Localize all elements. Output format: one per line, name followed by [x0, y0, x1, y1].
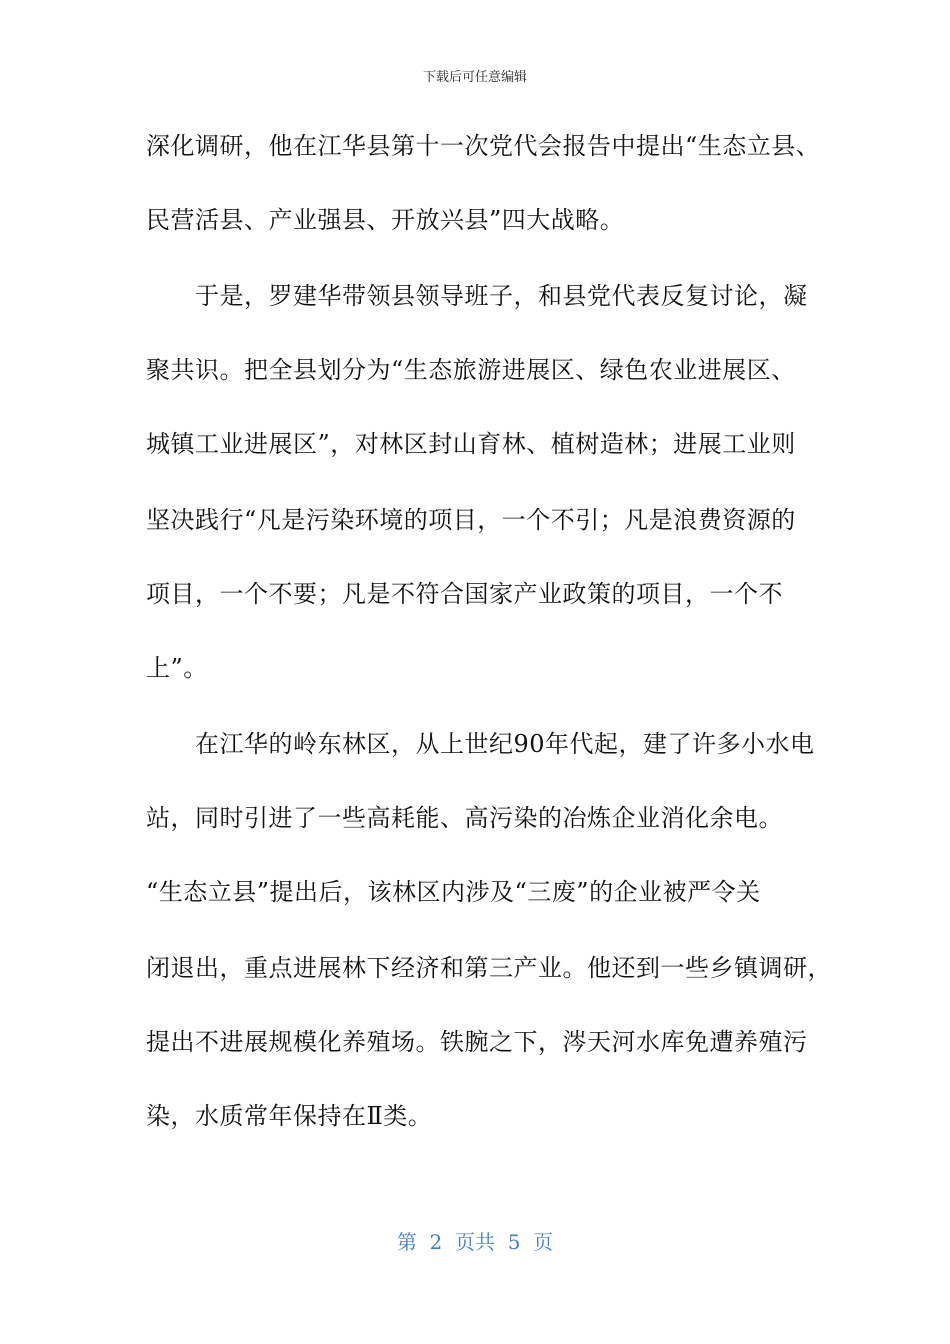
- page-number-footer: 第 2 页共 5 页: [396, 1230, 554, 1254]
- body-line-11: “生态立县”提出后，该林区内涉及“三废”的企业被严令关: [146, 878, 761, 906]
- body-line-7: 项目，一个不要；凡是不符合国家产业政策的项目，一个不: [146, 580, 783, 608]
- body-line-3: 于是，罗建华带领县领导班子，和县党代表反复讨论，凝: [146, 282, 808, 310]
- body-line-2: 民营活县、产业强县、开放兴县”四大战略。: [146, 206, 625, 234]
- body-line-14: 染，水质常年保持在Ⅱ类。: [146, 1102, 433, 1130]
- body-line-13: 提出不进展规模化养殖场。铁腕之下，涔天河水库免遭养殖污: [146, 1028, 808, 1056]
- body-line-12: 闭退出，重点进展林下经济和第三产业。他还到一些乡镇调研，: [146, 954, 832, 982]
- body-line-5: 城镇工业进展区”，对林区封山育林、植树造林；进展工业则: [146, 430, 796, 458]
- page-header: 下载后可任意编辑: [422, 70, 527, 85]
- body-line-9: 在江华的岭东林区，从上世纪90年代起，建了许多小水电: [146, 730, 815, 758]
- body-line-6: 坚决践行“凡是污染环境的项目，一个不引；凡是浪费资源的: [146, 506, 796, 534]
- body-line-4: 聚共识。把全县划分为“生态旅游进展区、绿色农业进展区、: [146, 356, 796, 384]
- body-line-10: 站，同时引进了一些高耗能、高污染的冶炼企业消化余电。: [146, 804, 783, 832]
- body-line-8: 上”。: [146, 654, 208, 682]
- body-line-1: 深化调研，他在江华县第十一次党代会报告中提出“生态立县、: [146, 132, 821, 160]
